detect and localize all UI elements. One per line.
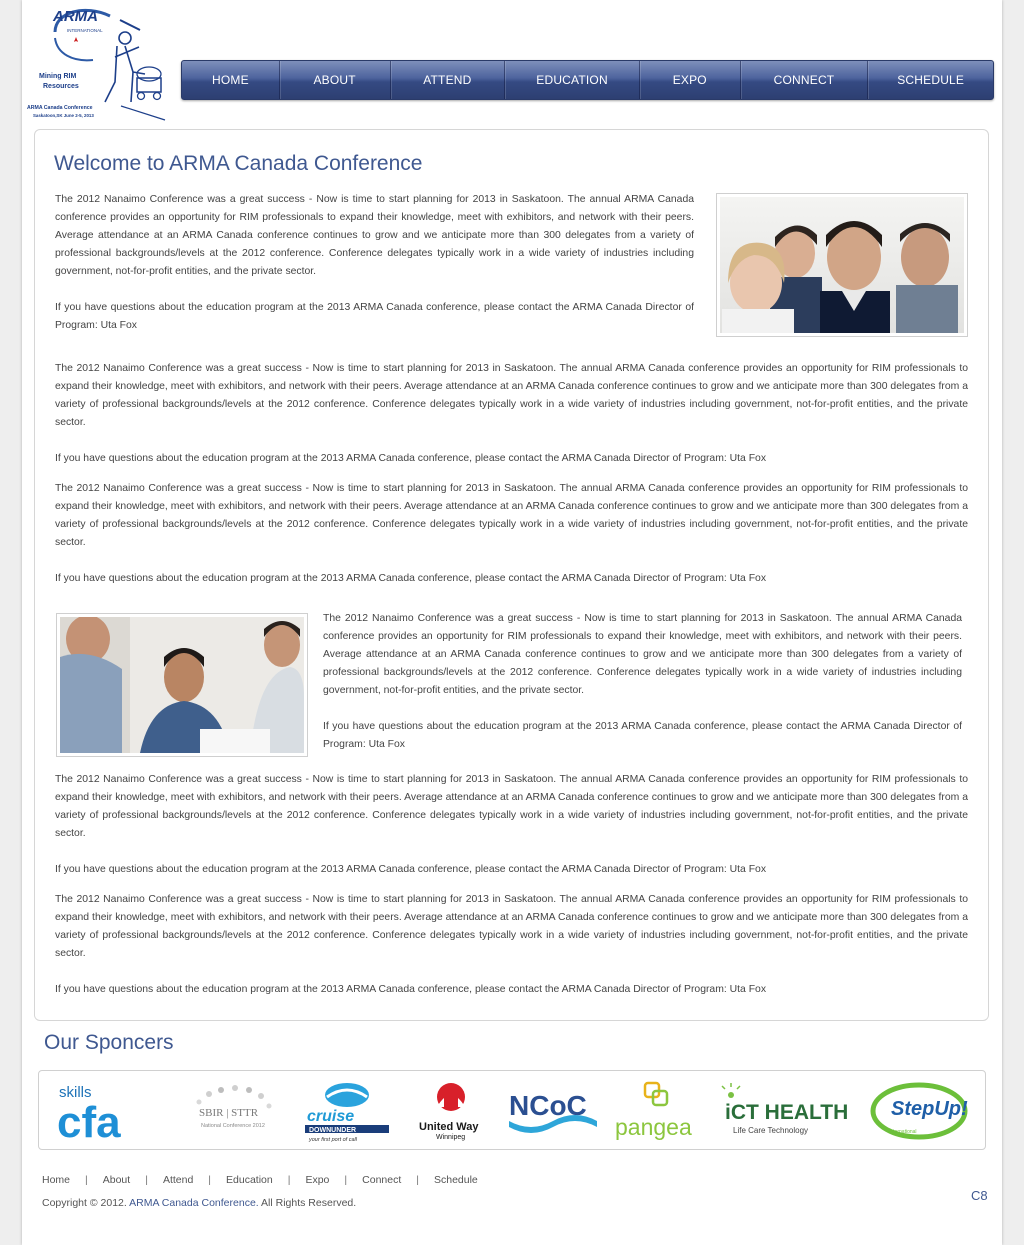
svg-text:StepUp!: StepUp! <box>891 1098 968 1120</box>
people-photo-2 <box>60 617 304 753</box>
page-code: C8 <box>971 1188 988 1203</box>
logo-place-date: Saskatoon,SK June 2-5, 2013 <box>33 113 94 118</box>
people-photo-1 <box>720 197 964 333</box>
svg-text:International: International <box>889 1129 917 1135</box>
logo-brand: ARMA <box>53 8 98 25</box>
nav-expo[interactable]: EXPO <box>640 61 741 99</box>
sponsors-title: Our Sponcers <box>44 1031 174 1054</box>
page-title: Welcome to ARMA Canada Conference <box>54 152 423 175</box>
photo-group-smiling <box>716 193 968 337</box>
sponsor-skills-cfa[interactable] <box>53 1075 163 1145</box>
sponsor-ict-health[interactable] <box>719 1075 855 1145</box>
copyright <box>42 1197 356 1209</box>
svg-text:United Way: United Way <box>419 1121 479 1133</box>
page <box>22 0 1002 1245</box>
logo-event: ARMA Canada Conference <box>27 105 93 111</box>
svg-text:DOWNUNDER: DOWNUNDER <box>309 1127 357 1134</box>
sponsor-pangea[interactable] <box>611 1075 705 1145</box>
paragraph-4: The 2012 Nanaimo Conference was a great success - Now is time to start planning for 2013 in Saskatoon. The annual ARMA Canada conference provides an opportunity for RIM professionals to expand their knowledge, meet with exhibitors, and network with their peers. Average attendance at an ARMA Canada conference continues to grow and we anticipate more than 300 delegates from a variety of professional backgrounds/levels at the 2012 conference. Conference delegates typically work in a wide variety of industries including government, not-for-profit entities, and the private sector. <box>323 613 962 696</box>
footer-link-schedule[interactable]: Schedule <box>433 1174 478 1186</box>
paragraph-6: The 2012 Nanaimo Conference was a great success - Now is time to start planning for 2013 in Saskatoon. The annual ARMA Canada conference provides an opportunity for RIM professionals to expand their knowledge, meet with exhibitors, and network with their peers. Average attendance at an ARMA Canada conference continues to grow and we anticipate more than 300 delegates from a variety of professional backgrounds/levels at the 2012 conference. Conference delegates typically work in a wide variety of industries including government, not-for-profit entities, and the private sector. <box>55 894 968 959</box>
logo-tagline-1: Mining RIM <box>39 73 77 80</box>
paragraph-2: The 2012 Nanaimo Conference was a great success - Now is time to start planning for 2013 in Saskatoon. The annual ARMA Canada conference provides an opportunity for RIM professionals to expand their knowledge, meet with exhibitors, and network with their peers. Average attendance at an ARMA Canada conference continues to grow and we anticipate more than 300 delegates from a variety of professional backgrounds/levels at the 2012 conference. Conference delegates typically work in a wide variety of industries including government, not-for-profit entities, and the private sector. <box>55 363 968 428</box>
copyright-brand-link[interactable]: ARMA Canada Conference. <box>129 1197 259 1209</box>
footer-nav <box>42 1174 478 1186</box>
copyright-prefix: Copyright © 2012. <box>42 1197 130 1209</box>
svg-text:iCT HEALTH: iCT HEALTH <box>725 1101 849 1124</box>
paragraph-3: The 2012 Nanaimo Conference was a great success - Now is time to start planning for 2013 in Saskatoon. The annual ARMA Canada conference provides an opportunity for RIM professionals to expand their knowledge, meet with exhibitors, and network with their peers. Average attendance at an ARMA Canada conference continues to grow and we anticipate more than 300 delegates from a variety of professional backgrounds/levels at the 2012 conference. Conference delegates typically work in a wide variety of industries including government, not-for-profit entities, and the private sector. <box>55 483 968 548</box>
sponsor-sbir-sttr[interactable] <box>179 1075 283 1145</box>
sponsor-ncoc[interactable] <box>505 1075 599 1145</box>
svg-text:National Conference 2012: National Conference 2012 <box>201 1123 265 1129</box>
copyright-suffix: All Rights Reserved. <box>258 1197 357 1209</box>
main-nav <box>181 60 994 100</box>
contact-4: If you have questions about the education program at the 2013 ARMA Canada conference, please contact the ARMA Canada Director of Program: Uta Fox <box>323 721 962 750</box>
footer-separator: | <box>85 1174 88 1186</box>
svg-text:SBIR | STTR: SBIR | STTR <box>199 1107 259 1119</box>
photo-office-team <box>56 613 308 757</box>
footer-separator: | <box>416 1174 419 1186</box>
nav-home[interactable]: HOME <box>182 61 280 99</box>
content-box <box>34 129 989 1021</box>
svg-text:cruise: cruise <box>307 1108 355 1125</box>
footer-link-expo[interactable]: Expo <box>305 1174 330 1186</box>
logo-sub: INTERNATIONAL <box>67 28 103 33</box>
contact-3: If you have questions about the education program at the 2013 ARMA Canada conference, please contact the ARMA Canada Director of Program: Uta Fox <box>55 573 767 584</box>
svg-text:Winnipeg: Winnipeg <box>436 1134 466 1141</box>
footer-link-connect[interactable]: Connect <box>362 1174 402 1186</box>
nav-about[interactable]: ABOUT <box>280 61 391 99</box>
svg-text:pangea: pangea <box>615 1114 692 1140</box>
footer-separator: | <box>287 1174 291 1186</box>
nav-connect[interactable]: CONNECT <box>741 61 869 99</box>
svg-text:cfa: cfa <box>57 1098 121 1143</box>
footer-link-education[interactable]: Education <box>226 1174 273 1186</box>
footer-separator: | <box>344 1174 348 1186</box>
paragraph-5: The 2012 Nanaimo Conference was a great success - Now is time to start planning for 2013 in Saskatoon. The annual ARMA Canada conference provides an opportunity for RIM professionals to expand their knowledge, meet with exhibitors, and network with their peers. Average attendance at an ARMA Canada conference continues to grow and we anticipate more than 300 delegates from a variety of professional backgrounds/levels at the 2012 conference. Conference delegates typically work in a wide variety of industries including government, not-for-profit entities, and the private sector. <box>55 774 968 839</box>
sponsors-strip <box>38 1070 986 1150</box>
sponsor-cruise-downunder[interactable] <box>301 1075 393 1145</box>
nav-schedule[interactable]: SCHEDULE <box>897 73 965 87</box>
footer-separator: | <box>145 1174 148 1186</box>
contact-2: If you have questions about the education program at the 2013 ARMA Canada conference, please contact the ARMA Canada Director of Program: Uta Fox <box>55 453 767 464</box>
arma-conference-logo[interactable] <box>25 2 177 124</box>
sponsor-united-way[interactable] <box>411 1075 491 1145</box>
intro-contact: If you have questions about the education program at the 2013 ARMA Canada conference, please contact the ARMA Canada Director of Program: Uta Fox <box>55 302 694 331</box>
sponsor-stepup[interactable] <box>869 1075 973 1145</box>
footer-separator: | <box>208 1174 212 1186</box>
svg-text:skills: skills <box>59 1084 92 1101</box>
footer-link-attend[interactable]: Attend <box>162 1174 194 1186</box>
svg-text:Life Care Technology: Life Care Technology <box>733 1126 809 1135</box>
nav-education[interactable]: EDUCATION <box>505 61 640 99</box>
svg-text:NCoC: NCoC <box>509 1090 587 1121</box>
svg-text:your first port of call: your first port of call <box>309 1137 357 1143</box>
contact-6: If you have questions about the education program at the 2013 ARMA Canada conference, please contact the ARMA Canada Director of Program: Uta Fox <box>55 984 767 995</box>
footer-link-about[interactable]: About <box>102 1174 131 1186</box>
nav-attend[interactable]: ATTEND <box>391 61 506 99</box>
footer-link-home[interactable]: Home <box>42 1174 71 1186</box>
contact-5: If you have questions about the education program at the 2013 ARMA Canada conference, please contact the ARMA Canada Director of Program: Uta Fox <box>55 864 767 875</box>
intro-paragraph: The 2012 Nanaimo Conference was a great success - Now is time to start planning for 2013 in Saskatoon. The annual ARMA Canada conference provides an opportunity for RIM professionals to expand their knowledge, meet with exhibitors, and network with their peers. Average attendance at an ARMA Canada conference continues to grow and we anticipate more than 300 delegates from a variety of professional backgrounds/levels at the 2012 conference. Conference delegates typically work in a wide variety of industries including government, not-for-profit entities, and the private sector. <box>55 194 694 277</box>
logo-tagline-2: Resources <box>43 83 79 90</box>
